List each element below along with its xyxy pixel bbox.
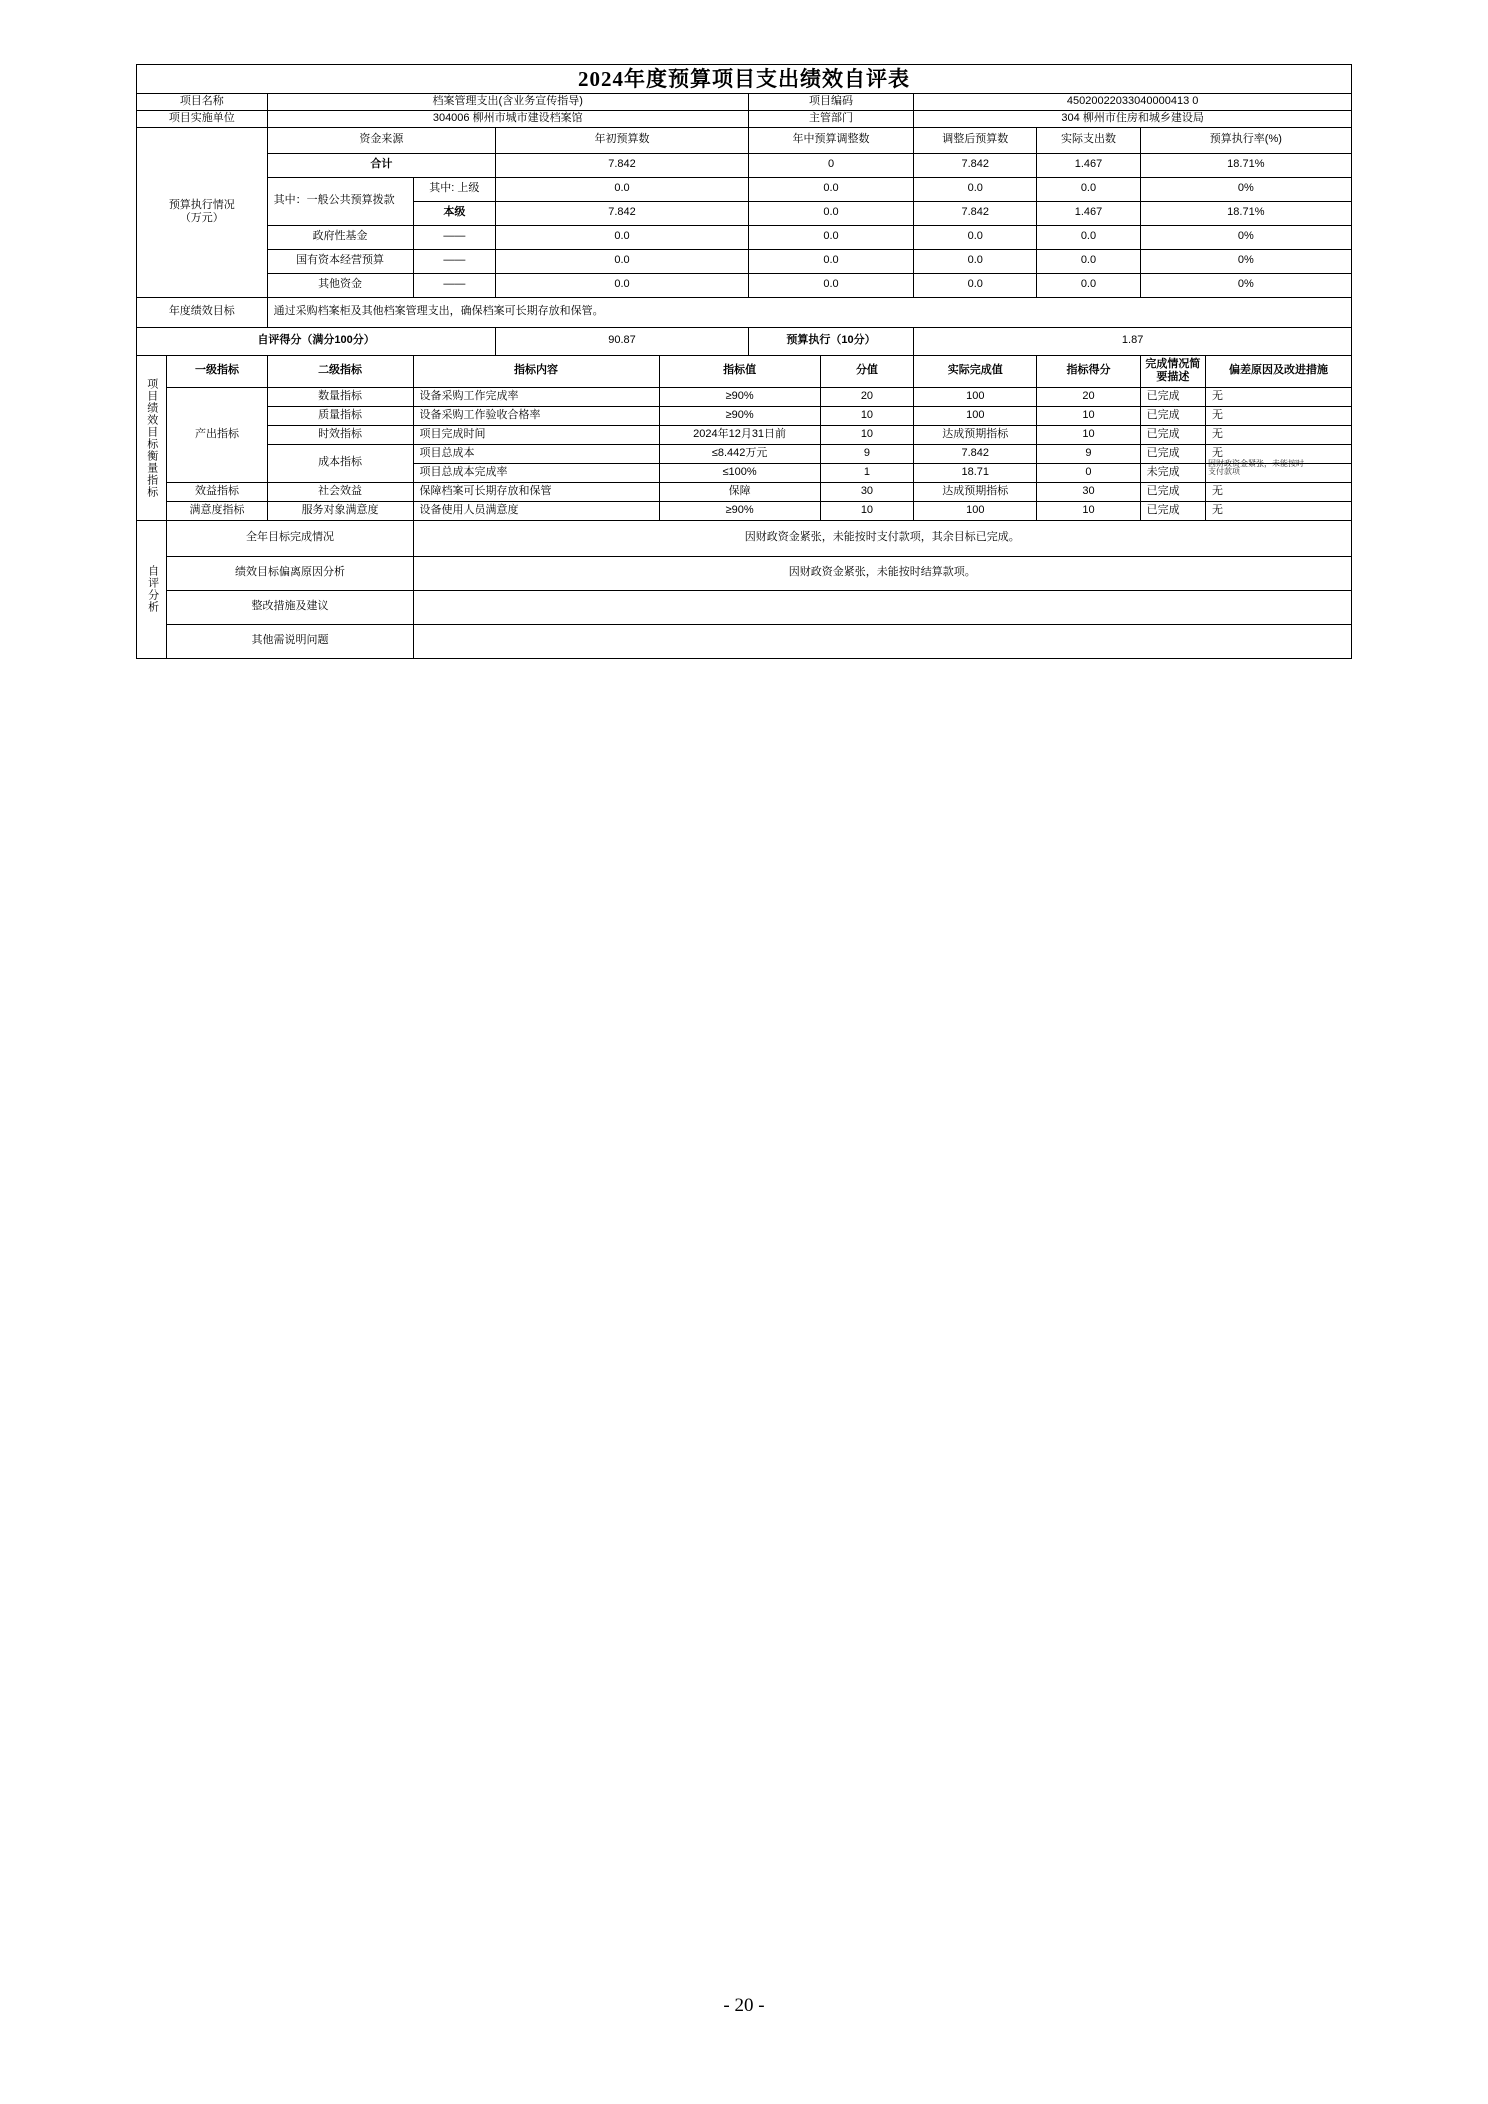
project-name-value: 档案管理支出(含业务宣传指导) [267, 94, 748, 111]
analysis-value-deviation: 因财政资金紧张，未能按时结算款项。 [413, 556, 1352, 590]
budget-row-total-v1: 7.842 [496, 153, 749, 177]
budget-row-statecapital-label: 国有资本经营预算 [267, 249, 413, 273]
indicator-level1-benefit: 效益指标 [167, 482, 267, 501]
analysis-value-completion: 因财政资金紧张，未能按时支付款项，其余目标已完成。 [413, 520, 1352, 556]
analysis-row-deviation [137, 556, 1352, 590]
indicator-weight: 10 [820, 406, 914, 425]
indicator-row [137, 387, 1352, 406]
budget-row-govfund [137, 225, 1352, 249]
indicator-target: 2024年12月31日前 [659, 425, 820, 444]
indicator-deviation [1205, 458, 1351, 482]
budget-col-source: 资金来源 [267, 127, 496, 153]
budget-row-statecapital-v1: 0.0 [496, 249, 749, 273]
indicator-actual: 7.842 [914, 444, 1037, 463]
indicator-weight: 30 [820, 482, 914, 501]
indicator-score: 10 [1037, 406, 1140, 425]
annual-goal-label: 年度绩效目标 [137, 297, 268, 327]
budget-row-local-v4: 1.467 [1037, 201, 1140, 225]
indicator-weight: 10 [820, 425, 914, 444]
budget-row-general-label: 其中：一般公共预算拨款 [267, 177, 413, 225]
analysis-row-completion [137, 520, 1352, 556]
indicator-row [137, 444, 1352, 463]
indicator-content: 项目完成时间 [413, 425, 659, 444]
budget-row-other-label: 其他资金 [267, 273, 413, 297]
indicator-row [137, 406, 1352, 425]
analysis-label-other: 其他需说明问题 [167, 624, 413, 658]
self-score-label: 自评得分（满分100分） [137, 327, 496, 355]
budget-col-actual: 实际支出数 [1037, 127, 1140, 153]
indicator-weight: 10 [820, 501, 914, 520]
indicator-deviation: 无 [1205, 387, 1351, 406]
analysis-value-other [413, 624, 1352, 658]
indicator-score: 10 [1037, 501, 1140, 520]
budget-row-statecapital-v3: 0.0 [914, 249, 1037, 273]
budget-row-upper-name: 其中: 上级 [413, 177, 496, 201]
budget-row-govfund-v1: 0.0 [496, 225, 749, 249]
budget-row-total-name: 合计 [267, 153, 496, 177]
budget-exec-label: 预算执行（10分） [748, 327, 913, 355]
budget-row-local-v5: 18.71% [1140, 201, 1351, 225]
indicator-col-weight: 分值 [820, 355, 914, 387]
budget-row-total-v2: 0 [748, 153, 913, 177]
budget-row-govfund-name: —— [413, 225, 496, 249]
analysis-label-completion: 全年目标完成情况 [167, 520, 413, 556]
indicator-weight: 20 [820, 387, 914, 406]
analysis-row-measures [137, 590, 1352, 624]
budget-section-label: 预算执行情况 （万元） [137, 127, 268, 297]
budget-col-midadjust: 年中预算调整数 [748, 127, 913, 153]
indicator-section-label: 项目绩效目标衡量指标 [137, 355, 167, 520]
indicator-deviation-text: 因财政资金紧张，未能按时支付款项 [1207, 458, 1304, 477]
budget-row-upper-v4: 0.0 [1037, 177, 1140, 201]
indicator-desc: 已完成 [1140, 444, 1205, 463]
main-table [136, 64, 1352, 659]
indicator-score: 9 [1037, 444, 1140, 463]
indicator-row [137, 482, 1352, 501]
indicator-actual: 100 [914, 387, 1037, 406]
project-name-row [137, 94, 1352, 111]
indicator-deviation: 无 [1205, 482, 1351, 501]
indicator-weight: 9 [820, 444, 914, 463]
analysis-value-measures [413, 590, 1352, 624]
indicator-level2: 成本指标 [267, 444, 413, 482]
indicator-actual: 100 [914, 501, 1037, 520]
dept-value: 304 柳州市住房和城乡建设局 [914, 111, 1352, 128]
indicator-actual: 100 [914, 406, 1037, 425]
indicator-level1-satisfaction: 满意度指标 [167, 501, 267, 520]
analysis-row-other [137, 624, 1352, 658]
page-title: 2024年度预算项目支出绩效自评表 [578, 67, 910, 91]
performance-self-evaluation-sheet [136, 64, 1352, 659]
indicator-deviation: 无 [1205, 444, 1351, 463]
indicator-content: 项目总成本完成率 [413, 463, 659, 482]
sheet-title-cell [137, 65, 1352, 94]
budget-row-local-v2: 0.0 [748, 201, 913, 225]
indicator-desc: 未完成 [1140, 463, 1205, 482]
indicator-level2: 时效指标 [267, 425, 413, 444]
budget-row-total [137, 153, 1352, 177]
indicator-desc: 已完成 [1140, 501, 1205, 520]
annual-goal-row [137, 297, 1352, 327]
analysis-label-deviation: 绩效目标偏离原因分析 [167, 556, 413, 590]
indicator-target: ≥90% [659, 387, 820, 406]
budget-row-govfund-v2: 0.0 [748, 225, 913, 249]
indicator-score: 20 [1037, 387, 1140, 406]
budget-row-statecapital [137, 249, 1352, 273]
budget-row-other-v2: 0.0 [748, 273, 913, 297]
page-number: - 20 - [723, 1995, 765, 2016]
indicator-content: 设备采购工作验收合格率 [413, 406, 659, 425]
indicator-weight: 1 [820, 463, 914, 482]
indicator-target: ≥90% [659, 406, 820, 425]
indicator-col-actual: 实际完成值 [914, 355, 1037, 387]
indicator-col-target: 指标值 [659, 355, 820, 387]
indicator-header-row [137, 355, 1352, 387]
indicator-actual: 达成预期指标 [914, 425, 1037, 444]
title-row [137, 65, 1352, 94]
budget-row-other-name: —— [413, 273, 496, 297]
project-code-label: 项目编码 [748, 94, 913, 111]
indicator-col-score: 指标得分 [1037, 355, 1140, 387]
indicator-score: 10 [1037, 425, 1140, 444]
indicator-score: 30 [1037, 482, 1140, 501]
budget-row-upper [137, 177, 1352, 201]
self-score-row [137, 327, 1352, 355]
indicator-content: 设备采购工作完成率 [413, 387, 659, 406]
indicator-desc: 已完成 [1140, 482, 1205, 501]
budget-row-upper-v2: 0.0 [748, 177, 913, 201]
indicator-deviation: 无 [1205, 501, 1351, 520]
indicator-col-deviation: 偏差原因及改进措施 [1205, 355, 1351, 387]
indicator-target: ≤100% [659, 463, 820, 482]
analysis-section-label: 自评分析 [137, 520, 167, 658]
unit-label: 项目实施单位 [137, 111, 268, 128]
budget-row-statecapital-v4: 0.0 [1037, 249, 1140, 273]
budget-row-total-v3: 7.842 [914, 153, 1037, 177]
budget-header-row [137, 127, 1352, 153]
budget-row-govfund-label: 政府性基金 [267, 225, 413, 249]
budget-row-local-v1: 7.842 [496, 201, 749, 225]
indicator-content: 设备使用人员满意度 [413, 501, 659, 520]
annual-goal-value: 通过采购档案柜及其他档案管理支出，确保档案可长期存放和保管。 [267, 297, 1351, 327]
budget-row-statecapital-v5: 0% [1140, 249, 1351, 273]
indicator-actual: 18.71 [914, 463, 1037, 482]
budget-row-local-v3: 7.842 [914, 201, 1037, 225]
budget-row-statecapital-v2: 0.0 [748, 249, 913, 273]
budget-row-statecapital-name: —— [413, 249, 496, 273]
indicator-deviation: 无 [1205, 406, 1351, 425]
budget-row-other-v3: 0.0 [914, 273, 1037, 297]
indicator-actual: 达成预期指标 [914, 482, 1037, 501]
dept-label: 主管部门 [748, 111, 913, 128]
budget-row-upper-v3: 0.0 [914, 177, 1037, 201]
indicator-level2: 数量指标 [267, 387, 413, 406]
indicator-level2: 质量指标 [267, 406, 413, 425]
indicator-row [137, 501, 1352, 520]
indicator-level1-output: 产出指标 [167, 387, 267, 482]
budget-row-govfund-v3: 0.0 [914, 225, 1037, 249]
indicator-row [137, 425, 1352, 444]
budget-col-initial: 年初预算数 [496, 127, 749, 153]
budget-exec-value: 1.87 [914, 327, 1352, 355]
indicator-col-level2: 二级指标 [267, 355, 413, 387]
unit-value: 304006 柳州市城市建设档案馆 [267, 111, 748, 128]
analysis-label-measures: 整改措施及建议 [167, 590, 413, 624]
indicator-col-level1: 一级指标 [167, 355, 267, 387]
budget-col-rate: 预算执行率(%) [1140, 127, 1351, 153]
indicator-level2: 服务对象满意度 [267, 501, 413, 520]
budget-row-govfund-v4: 0.0 [1037, 225, 1140, 249]
budget-row-upper-v1: 0.0 [496, 177, 749, 201]
budget-row-other-v5: 0% [1140, 273, 1351, 297]
indicator-content: 项目总成本 [413, 444, 659, 463]
budget-col-adjusted: 调整后预算数 [914, 127, 1037, 153]
budget-row-govfund-v5: 0% [1140, 225, 1351, 249]
budget-row-other-v4: 0.0 [1037, 273, 1140, 297]
budget-row-total-v4: 1.467 [1037, 153, 1140, 177]
self-score-value: 90.87 [496, 327, 749, 355]
project-name-label: 项目名称 [137, 94, 268, 111]
project-code-value: 45020022033040000413 0 [914, 94, 1352, 111]
indicator-desc: 已完成 [1140, 387, 1205, 406]
indicator-desc: 已完成 [1140, 406, 1205, 425]
indicator-score: 0 [1037, 463, 1140, 482]
budget-row-upper-v5: 0% [1140, 177, 1351, 201]
indicator-target: ≥90% [659, 501, 820, 520]
indicator-col-content: 指标内容 [413, 355, 659, 387]
indicator-target: 保障 [659, 482, 820, 501]
budget-row-total-v5: 18.71% [1140, 153, 1351, 177]
budget-row-local-name: 本级 [413, 201, 496, 225]
indicator-deviation: 无 [1205, 425, 1351, 444]
unit-row [137, 111, 1352, 128]
indicator-target: ≤8.442万元 [659, 444, 820, 463]
indicator-col-desc: 完成情况简要描述 [1140, 355, 1205, 387]
budget-row-other [137, 273, 1352, 297]
budget-row-other-v1: 0.0 [496, 273, 749, 297]
indicator-level2: 社会效益 [267, 482, 413, 501]
indicator-desc: 已完成 [1140, 425, 1205, 444]
indicator-content: 保障档案可长期存放和保管 [413, 482, 659, 501]
